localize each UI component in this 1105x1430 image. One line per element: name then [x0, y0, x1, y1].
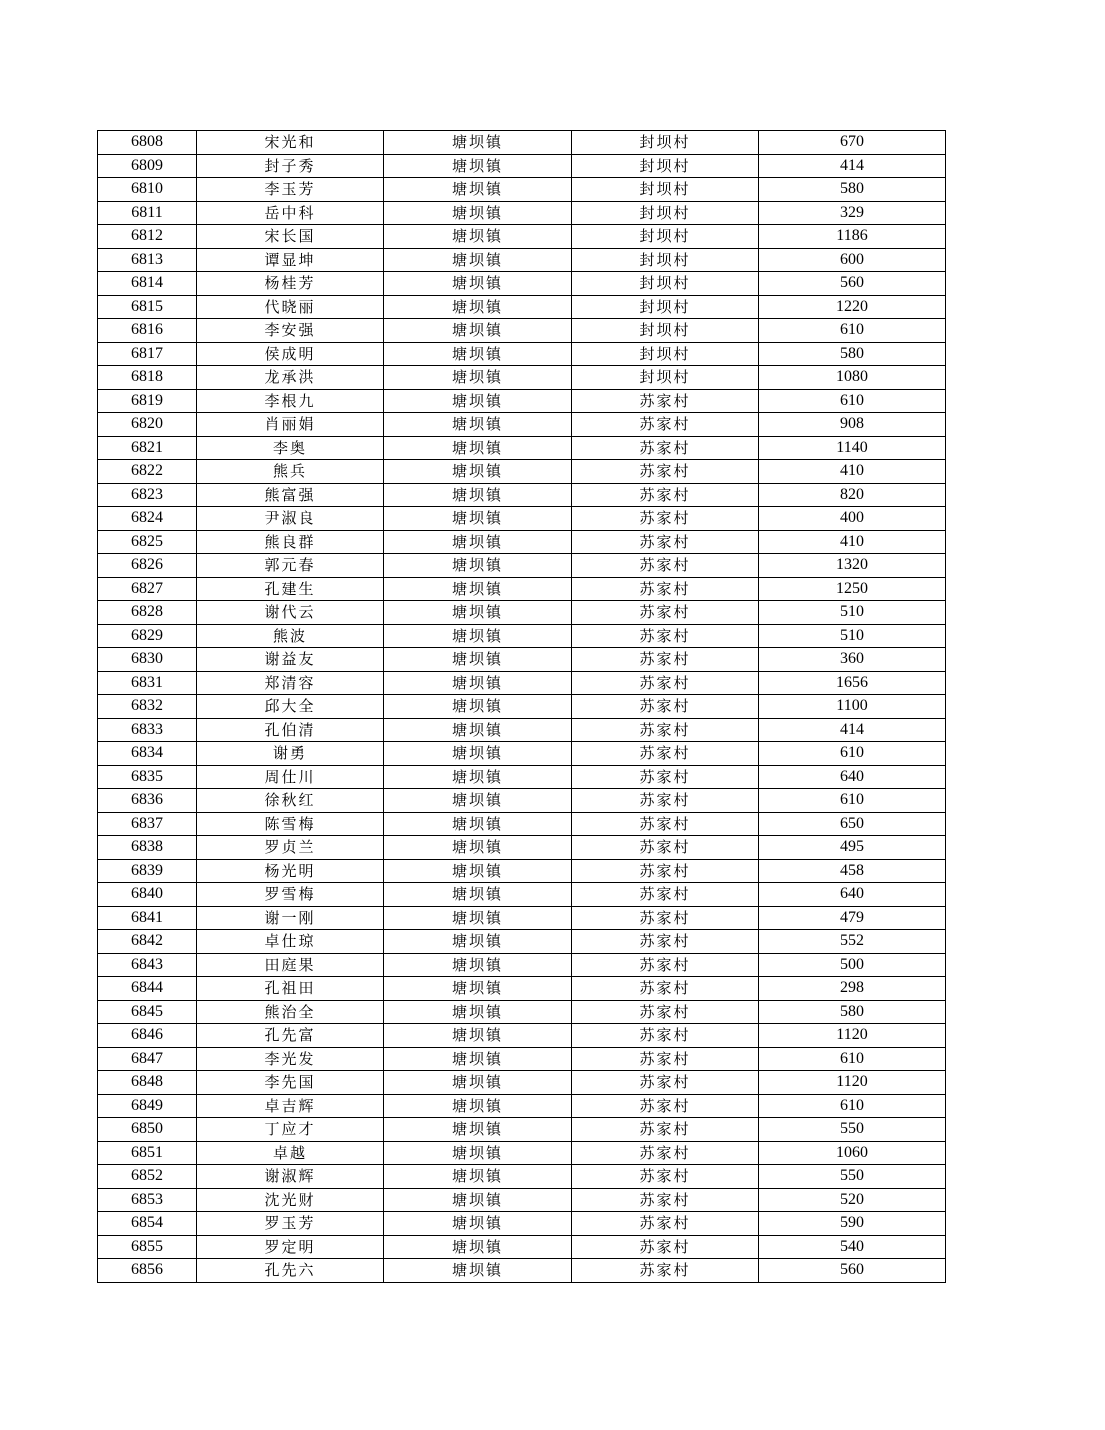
amount-cell: 1120 — [759, 1071, 946, 1095]
village-cell: 苏家村 — [572, 718, 759, 742]
row-number-cell: 6854 — [98, 1212, 197, 1236]
village-cell: 苏家村 — [572, 648, 759, 672]
row-number-cell: 6811 — [98, 201, 197, 225]
name-cell: 封子秀 — [197, 154, 384, 178]
table-row — [98, 859, 946, 883]
table-row — [98, 1024, 946, 1048]
row-number-cell: 6808 — [98, 131, 197, 155]
village-cell: 封坝村 — [572, 154, 759, 178]
name-cell: 李奥 — [197, 436, 384, 460]
name-cell: 龙承洪 — [197, 366, 384, 390]
town-cell: 塘坝镇 — [384, 1165, 572, 1189]
name-cell: 邱大全 — [197, 695, 384, 719]
village-cell: 苏家村 — [572, 436, 759, 460]
name-cell: 谭显坤 — [197, 248, 384, 272]
name-cell: 杨光明 — [197, 859, 384, 883]
amount-cell: 510 — [759, 601, 946, 625]
row-number-cell: 6815 — [98, 295, 197, 319]
name-cell: 孔伯清 — [197, 718, 384, 742]
amount-cell: 560 — [759, 272, 946, 296]
name-cell: 罗玉芳 — [197, 1212, 384, 1236]
table-row — [98, 389, 946, 413]
village-cell: 苏家村 — [572, 812, 759, 836]
village-cell: 封坝村 — [572, 225, 759, 249]
row-number-cell: 6852 — [98, 1165, 197, 1189]
village-cell: 苏家村 — [572, 624, 759, 648]
town-cell: 塘坝镇 — [384, 953, 572, 977]
amount-cell: 580 — [759, 178, 946, 202]
amount-cell: 1186 — [759, 225, 946, 249]
row-number-cell: 6814 — [98, 272, 197, 296]
town-cell: 塘坝镇 — [384, 178, 572, 202]
town-cell: 塘坝镇 — [384, 883, 572, 907]
name-cell: 尹淑良 — [197, 507, 384, 531]
row-number-cell: 6827 — [98, 577, 197, 601]
table-row — [98, 648, 946, 672]
village-cell: 苏家村 — [572, 1000, 759, 1024]
town-cell: 塘坝镇 — [384, 812, 572, 836]
table-row — [98, 601, 946, 625]
town-cell: 塘坝镇 — [384, 460, 572, 484]
table-row — [98, 977, 946, 1001]
village-cell: 苏家村 — [572, 530, 759, 554]
name-cell: 岳中科 — [197, 201, 384, 225]
row-number-cell: 6829 — [98, 624, 197, 648]
town-cell: 塘坝镇 — [384, 295, 572, 319]
amount-cell: 410 — [759, 460, 946, 484]
village-cell: 苏家村 — [572, 1188, 759, 1212]
table-row — [98, 530, 946, 554]
row-number-cell: 6830 — [98, 648, 197, 672]
amount-cell: 550 — [759, 1118, 946, 1142]
amount-cell: 650 — [759, 812, 946, 836]
amount-cell: 540 — [759, 1235, 946, 1259]
amount-cell: 550 — [759, 1165, 946, 1189]
row-number-cell: 6845 — [98, 1000, 197, 1024]
table-body — [98, 131, 946, 1283]
village-cell: 苏家村 — [572, 1235, 759, 1259]
row-number-cell: 6846 — [98, 1024, 197, 1048]
name-cell: 宋光和 — [197, 131, 384, 155]
name-cell: 谢代云 — [197, 601, 384, 625]
table-row — [98, 624, 946, 648]
row-number-cell: 6834 — [98, 742, 197, 766]
name-cell: 宋长国 — [197, 225, 384, 249]
village-cell: 苏家村 — [572, 1259, 759, 1283]
row-number-cell: 6817 — [98, 342, 197, 366]
table-row — [98, 319, 946, 343]
table-row — [98, 507, 946, 531]
village-cell: 封坝村 — [572, 248, 759, 272]
village-cell: 封坝村 — [572, 131, 759, 155]
row-number-cell: 6851 — [98, 1141, 197, 1165]
town-cell: 塘坝镇 — [384, 671, 572, 695]
row-number-cell: 6839 — [98, 859, 197, 883]
amount-cell: 610 — [759, 789, 946, 813]
amount-cell: 410 — [759, 530, 946, 554]
town-cell: 塘坝镇 — [384, 1094, 572, 1118]
table-row — [98, 765, 946, 789]
table-row — [98, 1235, 946, 1259]
amount-cell: 298 — [759, 977, 946, 1001]
name-cell: 谢勇 — [197, 742, 384, 766]
row-number-cell: 6818 — [98, 366, 197, 390]
village-cell: 苏家村 — [572, 1212, 759, 1236]
row-number-cell: 6828 — [98, 601, 197, 625]
village-cell: 苏家村 — [572, 671, 759, 695]
amount-cell: 1080 — [759, 366, 946, 390]
name-cell: 熊治全 — [197, 1000, 384, 1024]
amount-cell: 479 — [759, 906, 946, 930]
town-cell: 塘坝镇 — [384, 930, 572, 954]
village-cell: 苏家村 — [572, 460, 759, 484]
town-cell: 塘坝镇 — [384, 1047, 572, 1071]
town-cell: 塘坝镇 — [384, 695, 572, 719]
amount-cell: 610 — [759, 742, 946, 766]
town-cell: 塘坝镇 — [384, 624, 572, 648]
village-cell: 苏家村 — [572, 413, 759, 437]
table-row — [98, 1259, 946, 1283]
town-cell: 塘坝镇 — [384, 201, 572, 225]
town-cell: 塘坝镇 — [384, 342, 572, 366]
name-cell: 熊波 — [197, 624, 384, 648]
name-cell: 谢淑辉 — [197, 1165, 384, 1189]
name-cell: 罗贞兰 — [197, 836, 384, 860]
table-row — [98, 577, 946, 601]
amount-cell: 610 — [759, 389, 946, 413]
table-row — [98, 1094, 946, 1118]
amount-cell: 820 — [759, 483, 946, 507]
town-cell: 塘坝镇 — [384, 789, 572, 813]
village-cell: 封坝村 — [572, 201, 759, 225]
name-cell: 郑清容 — [197, 671, 384, 695]
name-cell: 卓吉辉 — [197, 1094, 384, 1118]
name-cell: 李玉芳 — [197, 178, 384, 202]
row-number-cell: 6820 — [98, 413, 197, 437]
village-cell: 封坝村 — [572, 272, 759, 296]
table-row — [98, 1141, 946, 1165]
name-cell: 孔先六 — [197, 1259, 384, 1283]
town-cell: 塘坝镇 — [384, 601, 572, 625]
row-number-cell: 6809 — [98, 154, 197, 178]
village-cell: 苏家村 — [572, 789, 759, 813]
village-cell: 苏家村 — [572, 1071, 759, 1095]
town-cell: 塘坝镇 — [384, 366, 572, 390]
table-row — [98, 836, 946, 860]
town-cell: 塘坝镇 — [384, 389, 572, 413]
table-row — [98, 1165, 946, 1189]
table-row — [98, 272, 946, 296]
row-number-cell: 6837 — [98, 812, 197, 836]
table-row — [98, 930, 946, 954]
town-cell: 塘坝镇 — [384, 154, 572, 178]
village-cell: 苏家村 — [572, 836, 759, 860]
row-number-cell: 6832 — [98, 695, 197, 719]
name-cell: 沈光财 — [197, 1188, 384, 1212]
table-row — [98, 366, 946, 390]
table-row — [98, 1118, 946, 1142]
town-cell: 塘坝镇 — [384, 483, 572, 507]
village-cell: 封坝村 — [572, 178, 759, 202]
table-row — [98, 1000, 946, 1024]
town-cell: 塘坝镇 — [384, 577, 572, 601]
row-number-cell: 6833 — [98, 718, 197, 742]
name-cell: 卓仕琼 — [197, 930, 384, 954]
town-cell: 塘坝镇 — [384, 836, 572, 860]
village-cell: 封坝村 — [572, 319, 759, 343]
table-row — [98, 248, 946, 272]
town-cell: 塘坝镇 — [384, 718, 572, 742]
village-cell: 封坝村 — [572, 342, 759, 366]
town-cell: 塘坝镇 — [384, 507, 572, 531]
amount-cell: 580 — [759, 342, 946, 366]
amount-cell: 414 — [759, 718, 946, 742]
data-table — [97, 130, 946, 1283]
table-row — [98, 225, 946, 249]
amount-cell: 1100 — [759, 695, 946, 719]
amount-cell: 560 — [759, 1259, 946, 1283]
name-cell: 徐秋红 — [197, 789, 384, 813]
village-cell: 苏家村 — [572, 859, 759, 883]
row-number-cell: 6844 — [98, 977, 197, 1001]
village-cell: 苏家村 — [572, 389, 759, 413]
table-row — [98, 1188, 946, 1212]
amount-cell: 580 — [759, 1000, 946, 1024]
village-cell: 苏家村 — [572, 1024, 759, 1048]
name-cell: 陈雪梅 — [197, 812, 384, 836]
table-row — [98, 671, 946, 695]
name-cell: 李根九 — [197, 389, 384, 413]
table-row — [98, 178, 946, 202]
name-cell: 田庭果 — [197, 953, 384, 977]
row-number-cell: 6855 — [98, 1235, 197, 1259]
row-number-cell: 6842 — [98, 930, 197, 954]
amount-cell: 1140 — [759, 436, 946, 460]
amount-cell: 414 — [759, 154, 946, 178]
town-cell: 塘坝镇 — [384, 977, 572, 1001]
village-cell: 苏家村 — [572, 883, 759, 907]
village-cell: 苏家村 — [572, 1165, 759, 1189]
amount-cell: 458 — [759, 859, 946, 883]
name-cell: 李先国 — [197, 1071, 384, 1095]
town-cell: 塘坝镇 — [384, 272, 572, 296]
town-cell: 塘坝镇 — [384, 1235, 572, 1259]
table-row — [98, 554, 946, 578]
town-cell: 塘坝镇 — [384, 1212, 572, 1236]
town-cell: 塘坝镇 — [384, 742, 572, 766]
amount-cell: 610 — [759, 1047, 946, 1071]
village-cell: 苏家村 — [572, 765, 759, 789]
village-cell: 苏家村 — [572, 577, 759, 601]
table-row — [98, 154, 946, 178]
name-cell: 熊富强 — [197, 483, 384, 507]
table-row — [98, 718, 946, 742]
village-cell: 苏家村 — [572, 1141, 759, 1165]
table-row — [98, 742, 946, 766]
village-cell: 苏家村 — [572, 483, 759, 507]
name-cell: 郭元春 — [197, 554, 384, 578]
name-cell: 罗雪梅 — [197, 883, 384, 907]
amount-cell: 1060 — [759, 1141, 946, 1165]
name-cell: 谢一刚 — [197, 906, 384, 930]
row-number-cell: 6840 — [98, 883, 197, 907]
amount-cell: 640 — [759, 883, 946, 907]
amount-cell: 552 — [759, 930, 946, 954]
table-row — [98, 201, 946, 225]
name-cell: 熊兵 — [197, 460, 384, 484]
amount-cell: 500 — [759, 953, 946, 977]
town-cell: 塘坝镇 — [384, 648, 572, 672]
name-cell: 熊良群 — [197, 530, 384, 554]
row-number-cell: 6850 — [98, 1118, 197, 1142]
name-cell: 肖丽娟 — [197, 413, 384, 437]
town-cell: 塘坝镇 — [384, 225, 572, 249]
village-cell: 封坝村 — [572, 366, 759, 390]
table-row — [98, 436, 946, 460]
amount-cell: 495 — [759, 836, 946, 860]
amount-cell: 400 — [759, 507, 946, 531]
name-cell: 孔祖田 — [197, 977, 384, 1001]
name-cell: 李光发 — [197, 1047, 384, 1071]
town-cell: 塘坝镇 — [384, 436, 572, 460]
name-cell: 代晓丽 — [197, 295, 384, 319]
village-cell: 封坝村 — [572, 295, 759, 319]
table-row — [98, 906, 946, 930]
table-row — [98, 460, 946, 484]
amount-cell: 520 — [759, 1188, 946, 1212]
amount-cell: 1250 — [759, 577, 946, 601]
row-number-cell: 6813 — [98, 248, 197, 272]
table-row — [98, 131, 946, 155]
name-cell: 罗定明 — [197, 1235, 384, 1259]
town-cell: 塘坝镇 — [384, 1188, 572, 1212]
row-number-cell: 6821 — [98, 436, 197, 460]
row-number-cell: 6848 — [98, 1071, 197, 1095]
amount-cell: 1320 — [759, 554, 946, 578]
town-cell: 塘坝镇 — [384, 1071, 572, 1095]
town-cell: 塘坝镇 — [384, 765, 572, 789]
name-cell: 丁应才 — [197, 1118, 384, 1142]
row-number-cell: 6838 — [98, 836, 197, 860]
village-cell: 苏家村 — [572, 953, 759, 977]
amount-cell: 510 — [759, 624, 946, 648]
amount-cell: 360 — [759, 648, 946, 672]
table-row — [98, 483, 946, 507]
amount-cell: 908 — [759, 413, 946, 437]
village-cell: 苏家村 — [572, 930, 759, 954]
row-number-cell: 6841 — [98, 906, 197, 930]
amount-cell: 610 — [759, 1094, 946, 1118]
amount-cell: 640 — [759, 765, 946, 789]
table-row — [98, 342, 946, 366]
row-number-cell: 6819 — [98, 389, 197, 413]
amount-cell: 590 — [759, 1212, 946, 1236]
name-cell: 孔建生 — [197, 577, 384, 601]
name-cell: 李安强 — [197, 319, 384, 343]
row-number-cell: 6843 — [98, 953, 197, 977]
town-cell: 塘坝镇 — [384, 906, 572, 930]
town-cell: 塘坝镇 — [384, 554, 572, 578]
table-row — [98, 295, 946, 319]
name-cell: 杨桂芳 — [197, 272, 384, 296]
name-cell: 孔先富 — [197, 1024, 384, 1048]
village-cell: 苏家村 — [572, 1047, 759, 1071]
name-cell: 侯成明 — [197, 342, 384, 366]
table-row — [98, 695, 946, 719]
town-cell: 塘坝镇 — [384, 131, 572, 155]
town-cell: 塘坝镇 — [384, 859, 572, 883]
village-cell: 苏家村 — [572, 906, 759, 930]
table-row — [98, 1047, 946, 1071]
table-row — [98, 413, 946, 437]
row-number-cell: 6826 — [98, 554, 197, 578]
row-number-cell: 6825 — [98, 530, 197, 554]
village-cell: 苏家村 — [572, 695, 759, 719]
table-row — [98, 883, 946, 907]
town-cell: 塘坝镇 — [384, 1000, 572, 1024]
row-number-cell: 6856 — [98, 1259, 197, 1283]
town-cell: 塘坝镇 — [384, 413, 572, 437]
name-cell: 谢益友 — [197, 648, 384, 672]
row-number-cell: 6835 — [98, 765, 197, 789]
village-cell: 苏家村 — [572, 742, 759, 766]
village-cell: 苏家村 — [572, 554, 759, 578]
name-cell: 卓越 — [197, 1141, 384, 1165]
amount-cell: 1656 — [759, 671, 946, 695]
amount-cell: 329 — [759, 201, 946, 225]
village-cell: 苏家村 — [572, 507, 759, 531]
amount-cell: 1220 — [759, 295, 946, 319]
row-number-cell: 6853 — [98, 1188, 197, 1212]
row-number-cell: 6812 — [98, 225, 197, 249]
table-row — [98, 1071, 946, 1095]
amount-cell: 600 — [759, 248, 946, 272]
town-cell: 塘坝镇 — [384, 1118, 572, 1142]
table-row — [98, 953, 946, 977]
row-number-cell: 6849 — [98, 1094, 197, 1118]
town-cell: 塘坝镇 — [384, 1024, 572, 1048]
row-number-cell: 6836 — [98, 789, 197, 813]
name-cell: 周仕川 — [197, 765, 384, 789]
row-number-cell: 6831 — [98, 671, 197, 695]
village-cell: 苏家村 — [572, 1118, 759, 1142]
amount-cell: 670 — [759, 131, 946, 155]
row-number-cell: 6824 — [98, 507, 197, 531]
town-cell: 塘坝镇 — [384, 319, 572, 343]
table-row — [98, 789, 946, 813]
row-number-cell: 6810 — [98, 178, 197, 202]
town-cell: 塘坝镇 — [384, 1259, 572, 1283]
village-cell: 苏家村 — [572, 601, 759, 625]
village-cell: 苏家村 — [572, 1094, 759, 1118]
town-cell: 塘坝镇 — [384, 530, 572, 554]
amount-cell: 1120 — [759, 1024, 946, 1048]
table-row — [98, 1212, 946, 1236]
row-number-cell: 6816 — [98, 319, 197, 343]
town-cell: 塘坝镇 — [384, 248, 572, 272]
town-cell: 塘坝镇 — [384, 1141, 572, 1165]
row-number-cell: 6823 — [98, 483, 197, 507]
amount-cell: 610 — [759, 319, 946, 343]
table-row — [98, 812, 946, 836]
village-cell: 苏家村 — [572, 977, 759, 1001]
row-number-cell: 6847 — [98, 1047, 197, 1071]
row-number-cell: 6822 — [98, 460, 197, 484]
